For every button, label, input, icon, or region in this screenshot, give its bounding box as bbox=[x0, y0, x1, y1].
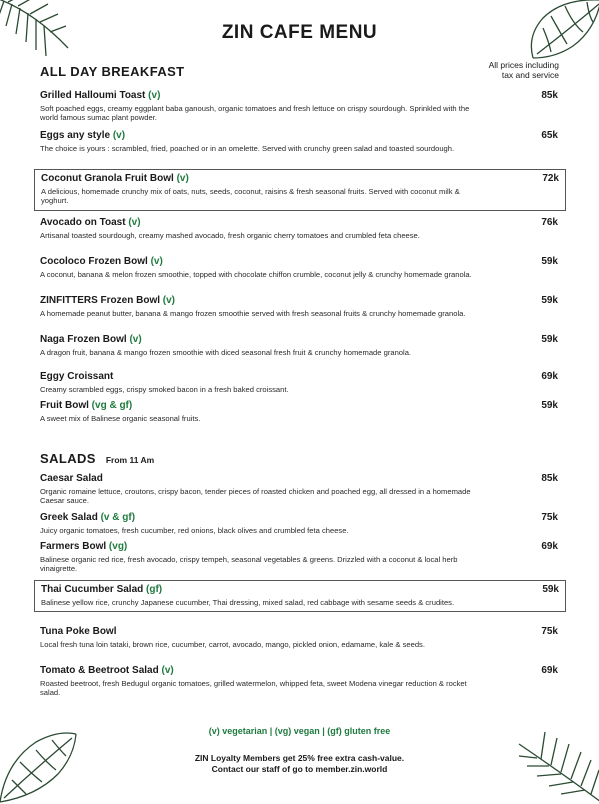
item-name: Caesar Salad bbox=[40, 473, 103, 484]
menu-item bbox=[40, 473, 558, 506]
item-tag: (v & gf) bbox=[100, 512, 136, 523]
section-title-breakfast: ALL DAY BREAKFAST bbox=[40, 64, 185, 79]
item-name: Greek Salad bbox=[40, 512, 98, 523]
item-tag: (v) bbox=[112, 130, 126, 141]
menu-item bbox=[40, 665, 558, 698]
menu-item bbox=[40, 256, 558, 279]
item-name: Eggy Croissant bbox=[40, 371, 114, 382]
item-tag: (v) bbox=[129, 334, 142, 345]
menu-item bbox=[40, 371, 558, 394]
item-price: 76k bbox=[541, 217, 558, 228]
footer-line: ZIN Loyalty Members get 25% free extra cash-value. bbox=[194, 753, 405, 763]
item-name: ZINFITTERS Frozen Bowl bbox=[40, 295, 160, 306]
item-price: 59k bbox=[542, 584, 559, 595]
item-tag: (vg & gf) bbox=[91, 400, 133, 411]
item-name: Tuna Poke Bowl bbox=[40, 626, 117, 637]
menu-item bbox=[40, 295, 558, 318]
item-price: 69k bbox=[541, 371, 558, 382]
menu-item-highlighted bbox=[34, 580, 566, 612]
menu-item bbox=[40, 90, 558, 123]
item-description: Organic romaine lettuce, croutons, crispy bacon, tender pieces of roasted chicken and poached egg, all dressed in a homemade Caesar sauce. bbox=[40, 487, 471, 506]
menu-item-highlighted bbox=[34, 169, 566, 211]
menu-item bbox=[40, 512, 558, 535]
item-description: A delicious, homemade crunchy mix of oats, nuts, seeds, coconut, raisins & fresh seasonal fruits. Served with coconut milk & yoghurt. bbox=[41, 187, 460, 206]
item-description: Soft poached eggs, creamy eggplant baba ganoush, organic tomatoes and fresh lettuce on crispy sourdough. Sprinkled with the world famous sumac plant powder. bbox=[40, 104, 470, 123]
section-subtitle: From 11 Am bbox=[105, 455, 155, 465]
item-description: A homemade peanut butter, banana & mango frozen smoothie served with fresh seasonal fruits & crunchy homemade granola. bbox=[40, 309, 466, 318]
diet-legend: (v) vegetarian | (vg) vegan | (gf) gluten free bbox=[208, 726, 391, 736]
item-price: 85k bbox=[541, 90, 558, 101]
item-price: 65k bbox=[541, 130, 558, 141]
item-price: 75k bbox=[541, 512, 558, 523]
prices-note: All prices including tax and service bbox=[488, 60, 559, 80]
footer-line: Contact our staff of go to member.zin.world bbox=[211, 764, 388, 774]
item-price: 59k bbox=[541, 400, 558, 411]
menu-item bbox=[40, 541, 558, 574]
menu-item bbox=[40, 217, 558, 240]
page-title: ZIN CAFE MENU bbox=[221, 22, 378, 43]
item-name: Thai Cucumber Salad bbox=[41, 584, 144, 595]
item-description: Local fresh tuna loin tataki, brown rice, cucumber, carrot, avocado, mango, pickled onion, edamame, kale & seeds. bbox=[40, 640, 425, 649]
item-description: A coconut, banana & melon frozen smoothie, topped with chocolate chiffon crumble, coconut jelly & crunchy homemade granola. bbox=[40, 270, 472, 279]
menu-item bbox=[40, 130, 558, 153]
item-tag: (v) bbox=[162, 295, 176, 306]
item-name: Naga Frozen Bowl bbox=[40, 334, 127, 345]
item-name: Farmers Bowl bbox=[40, 541, 107, 552]
item-tag: (v) bbox=[128, 217, 141, 228]
item-price: 72k bbox=[542, 173, 559, 184]
item-tag: (v) bbox=[161, 665, 174, 676]
item-price: 85k bbox=[541, 473, 558, 484]
item-tag: (v) bbox=[150, 256, 163, 267]
item-name: Grilled Halloumi Toast bbox=[40, 90, 146, 101]
item-description: A sweet mix of Balinese organic seasonal fruits. bbox=[40, 414, 201, 423]
item-description: Creamy scrambled eggs, crispy smoked bacon in a fresh baked croissant. bbox=[40, 385, 289, 394]
menu-item bbox=[40, 334, 558, 357]
item-tag: (v) bbox=[176, 173, 189, 184]
item-description: Juicy organic tomatoes, fresh cucumber, red onions, black olives and crumbled feta cheese. bbox=[40, 526, 349, 535]
item-tag: (vg) bbox=[108, 541, 128, 552]
item-name: Coconut Granola Fruit Bowl bbox=[41, 173, 174, 184]
item-name: Avocado on Toast bbox=[40, 217, 126, 228]
menu-item bbox=[40, 400, 558, 423]
item-name: Cocoloco Frozen Bowl bbox=[40, 256, 148, 267]
item-description: Balinese yellow rice, crunchy Japanese cucumber, Thai dressing, mixed salad, red cabbage with sesame seeds & crudites. bbox=[41, 598, 455, 607]
section-title-text: SALADS bbox=[40, 451, 96, 466]
item-price: 59k bbox=[541, 256, 558, 267]
loyalty-footer bbox=[0, 753, 599, 775]
item-name: Eggs any style bbox=[40, 130, 111, 141]
item-tag: (gf) bbox=[146, 584, 163, 595]
item-price: 59k bbox=[541, 334, 558, 345]
item-description: The choice is yours : scrambled, fried, poached or in an omelette. Served with crunchy green salad and toasted sourdough. bbox=[40, 144, 455, 153]
item-price: 59k bbox=[541, 295, 558, 306]
item-price: 69k bbox=[541, 541, 558, 552]
item-name: Fruit Bowl bbox=[40, 400, 89, 411]
section-title-salads bbox=[40, 451, 154, 466]
item-description: Balinese organic red rice, fresh avocado, crispy tempeh, seasonal vegetables & greens. Drizzled with a coconut & local herb vinaigrette. bbox=[40, 555, 458, 574]
item-description: Roasted beetroot, fresh Bedugul organic tomatoes, grilled watermelon, whipped feta, sweet Modena vinegar reduction & rocket salad. bbox=[40, 679, 467, 698]
item-description: Artisanal toasted sourdough, creamy mashed avocado, fresh organic cherry tomatoes and crumbled feta cheese. bbox=[40, 231, 420, 240]
item-price: 75k bbox=[541, 626, 558, 637]
item-name: Tomato & Beetroot Salad bbox=[40, 665, 159, 676]
menu-item bbox=[40, 626, 558, 649]
item-tag: (v) bbox=[148, 90, 161, 101]
item-description: A dragon fruit, banana & mango frozen smoothie with diced seasonal fresh fruit & crunchy homemade granola. bbox=[40, 348, 412, 357]
item-price: 69k bbox=[541, 665, 558, 676]
